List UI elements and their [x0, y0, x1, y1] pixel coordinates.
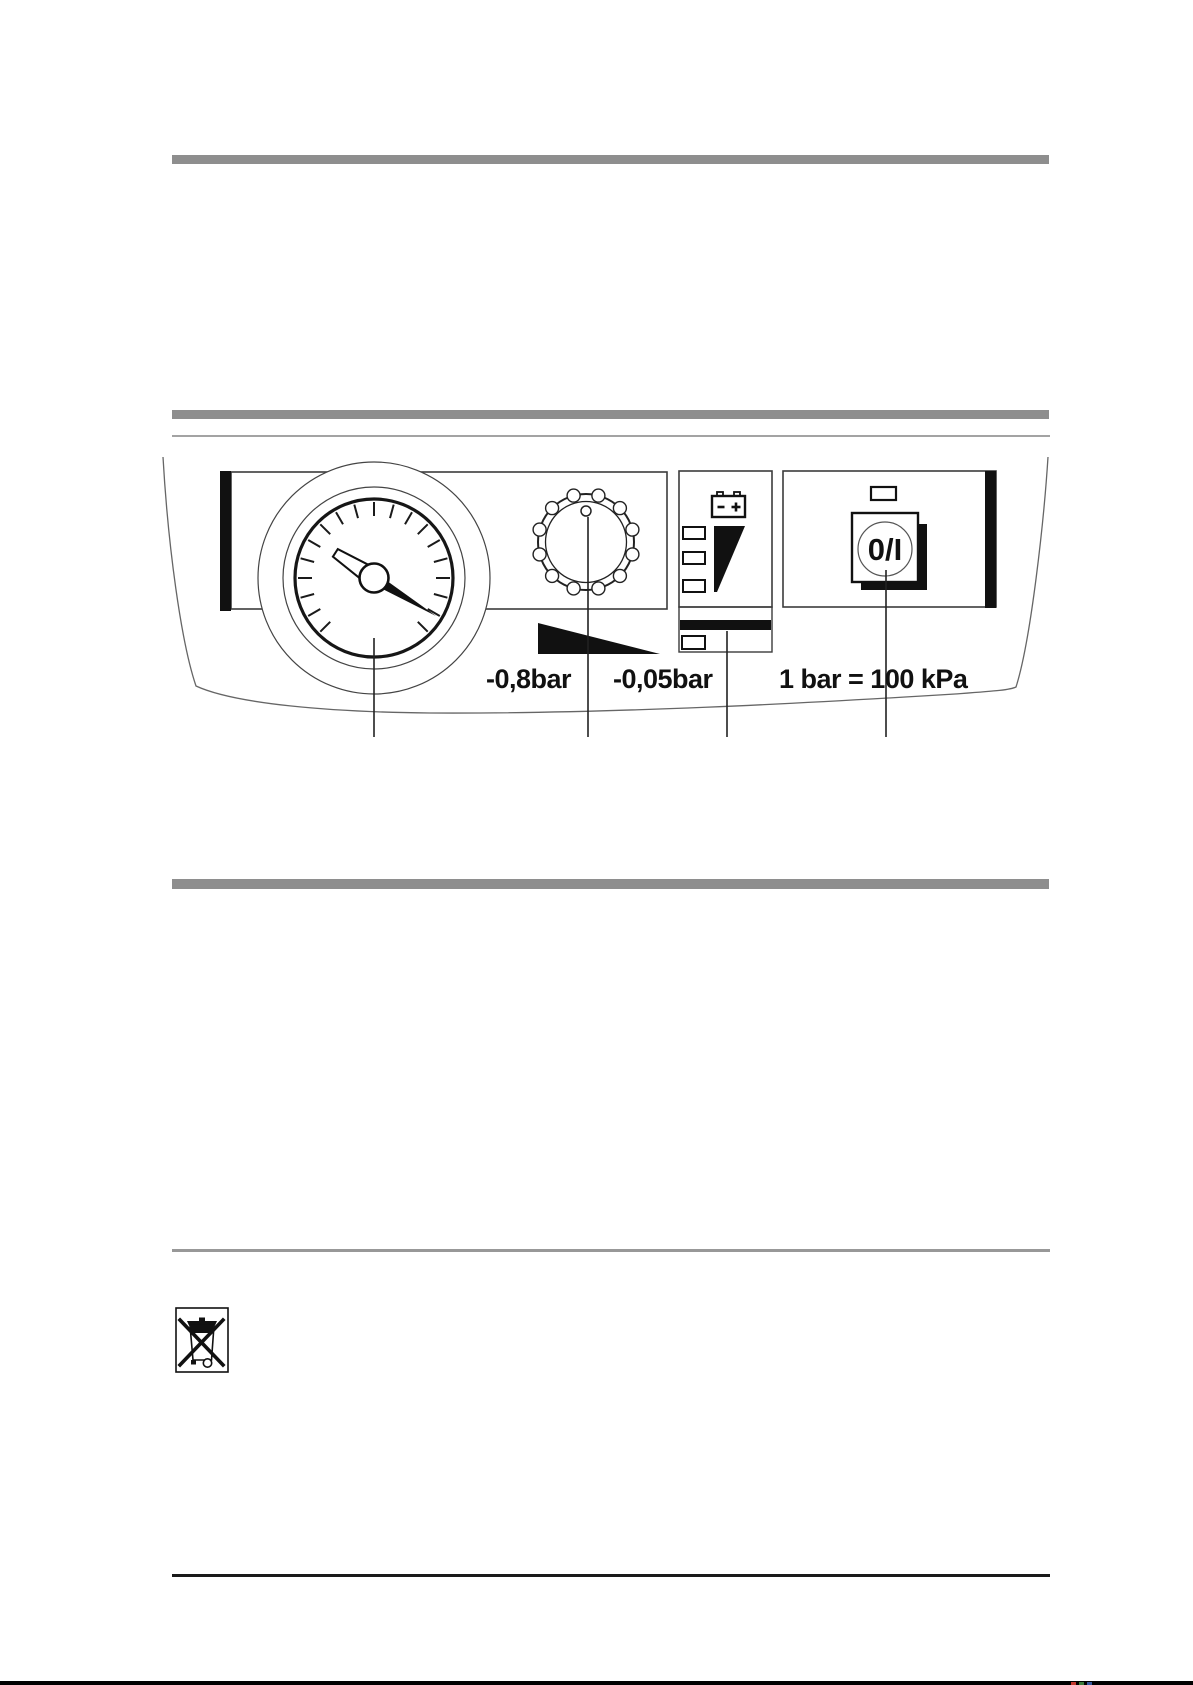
battery-icon	[712, 492, 745, 517]
control-panel-drawing	[140, 440, 1060, 750]
suction-control-knob-icon	[533, 489, 639, 595]
control-panel-figure	[140, 440, 1060, 750]
crossed-out-wheeled-bin-icon	[175, 1307, 229, 1373]
weee-symbol	[175, 1307, 229, 1373]
power-switch-label: 0/I	[867, 532, 903, 567]
battery-level-leds	[683, 527, 705, 592]
panel-left-cap	[220, 471, 231, 611]
section-divider-bar-figure	[172, 410, 1049, 419]
indicator-black-bar	[680, 620, 771, 630]
panel-right-cap	[985, 471, 996, 608]
section-divider-bar-top	[172, 155, 1049, 164]
thin-rule-disposal	[172, 1249, 1050, 1252]
caption-unit-conversion: 1 bar = 100 kPa	[779, 664, 968, 694]
thin-rule-above-figure	[172, 435, 1050, 437]
knob-indicator-dot	[581, 506, 591, 516]
suction-ramp-triangle	[538, 623, 660, 654]
caption-min-vacuum: -0,05bar	[613, 664, 713, 694]
power-switch-icon	[852, 487, 927, 590]
battery-level-wedge-icon	[714, 526, 745, 592]
section-divider-bar-bottom	[172, 879, 1049, 889]
footer-rule	[172, 1574, 1050, 1577]
caption-max-vacuum: -0,8bar	[486, 664, 572, 694]
indicator-small-lamp	[682, 636, 705, 649]
page-bottom-edge	[0, 1681, 1193, 1685]
pilot-lamp	[871, 487, 896, 500]
battery-indicator	[680, 492, 771, 649]
